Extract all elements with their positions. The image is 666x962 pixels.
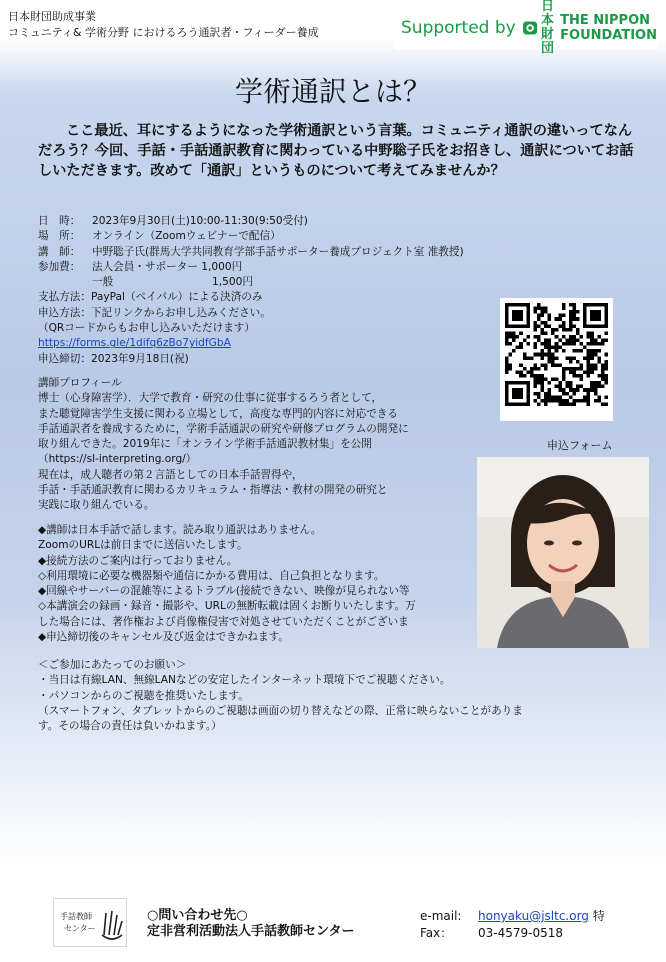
note-item: ◆申込締切後のキャンセル及び返金はできかねます。 [38,631,289,644]
lecturer-row [38,245,508,260]
fee-row [38,260,508,275]
contact-email-link[interactable]: honyaku@jsltc.org [478,909,589,923]
profile-line: 博士（心身障害学）．大学で教育・研究の仕事に従事するろう者として， [38,392,383,405]
deadline-value: 2023年9月18日(祝) [90,352,189,365]
note-item: ◇本講演会の録画・録音・撮影や、URLの無断転載は固くお断りいたします。万 [38,600,416,613]
hand-sign-logo-icon [54,899,126,946]
participation-heading: ＜ご参加にあたってのお願い＞ [38,659,187,671]
fee-general-row [38,275,508,290]
fee-general-value: 1,500円 [212,276,253,289]
note-item: ◆接続方法のご案内は行っておりません。 [38,554,238,567]
date-row [38,214,508,229]
apply-row [38,306,508,321]
profile-line: 現在は，成人聴者の第２言語としての日本手話習得や， [38,468,303,481]
date-label: 日 時： [38,215,81,227]
email-label: e-mail: [420,909,462,923]
contact-block [147,908,354,940]
date-value: 2023年9月30日(土)10:00-11:30(9:50受付) [92,215,308,227]
sponsor-logo-en-line1: THE NIPPON [560,13,650,28]
application-qr-code[interactable] [500,298,613,421]
payment-value: PayPal（ペイパル）による決済のみ [90,291,263,304]
lecturer-profile [38,376,488,514]
deadline-row [38,352,508,367]
participation-line: ・当日は有線LAN、無線LANなどの安定したインターネット環境下でご視聴ください。 [38,674,451,687]
deadline-label: 申込締切： [38,352,91,365]
contact-details [420,908,605,942]
apply-label: 申込方法： [38,306,91,319]
note-item: ◆講師は日本手話で話します。読み取り通訳はありません。 [38,524,322,536]
lecturer-portrait-icon [477,457,649,648]
profile-heading: 講師プロフィール [38,377,122,389]
profile-line: 取り組んできた。2019年に「オンライン学術手話通訳教材集」を公開 [38,438,372,451]
fee-member-value: 法人会員・サポーター 1,000円 [92,260,243,273]
fax-number: 03-4579-0518 [478,926,564,940]
participation-line: ・パソコンからのご視聴を推奨いたします。 [38,689,249,702]
payment-row [38,290,508,305]
lecturer-label: 講 師： [38,245,81,258]
profile-line: 実践に取り組んでいる。 [38,499,155,512]
organization-name: 定非営利活動法人手話教師センター [147,924,355,939]
profile-line: （https://sl-interpreting.org/） [38,453,197,466]
contact-heading: ○問い合わせ先○ [147,908,248,923]
footer-logo-text-line2: センター [64,924,96,933]
qr-note: （QRコードからもお申し込みいただけます） [38,322,255,335]
place-label: 場 所： [38,230,81,243]
lecturer-photo [477,457,649,648]
fee-general-label: 一般 [92,276,114,289]
apply-value: 下記リンクからお申し込みください。 [90,306,271,319]
participation-line: す。その場合の責任は負いかねます。） [38,720,222,733]
sponsor-logo-en-line2: FOUNDATION [560,28,657,43]
qr-code-icon [505,303,608,406]
sponsor-logo-jp: 日本財団 [541,0,555,56]
footer-logo-text-line1: 手話教師 [60,912,92,921]
event-details [38,214,508,367]
participation-requests [38,658,638,734]
qr-caption: 申込フォーム [547,439,613,452]
email-suffix: 特 [592,909,605,923]
note-item: ZoomのURLは前日までに送信いたします。 [38,539,248,552]
fee-label: 参加費： [38,260,81,273]
payment-label: 支払方法： [38,291,91,304]
place-value: オンライン（Zoomウェビナーで配信） [92,230,281,243]
application-form-link[interactable]: https://forms.gle/1difq6zBo7yidfGbA [38,337,231,350]
header-program-line: コミュニティ& 学術分野 におけるろう通訳者・フィーダー養成 [8,26,319,39]
note-item: ◆回線やサーバーの混雑等によるトラブル(接続できない、映像が見られない等 [38,585,410,598]
profile-line: 手話・手話通訳教育に関わるカリキュラム・指導法・教材の開発の研究と [38,484,388,497]
note-item: した場合には、著作権および肖像権侵害で対処させていただくことがございま [38,615,409,628]
profile-line: また聴覚障害学生支援に関わる立場として，高度な専門的内容に対応できる [38,407,398,420]
header-subsidy-line: 日本財団助成事業 [8,10,96,23]
fax-label: Fax： [420,926,453,940]
note-item: ◇利用環境に必要な機器類や通信にかかる費用は、自己負担となります。 [38,569,385,582]
lecturer-value: 中野聡子氏(群馬大学共同教育学部手話サポーター養成プロジェクト室 准教授) [92,245,464,258]
profile-line: 手話通訳者を養成するために，学術手話通訳の研究や研修プログラムの開発に [38,422,409,435]
participation-line: （スマートフォン、タブレットからのご視聴は画面の切り替えなどの際、正常に映らないことがありま [38,704,523,717]
notes-list [38,523,470,645]
nippon-foundation-logo-icon [522,13,539,43]
sponsor-badge [393,0,657,56]
page-title: 学術通訳とは？ [234,75,431,108]
intro-paragraph: ここ最近、耳にするようになった学術通訳という言葉。コミュニティ通訳の違いってなんだろう？今回、手話・手話通訳教育に関わっている中野聡子氏をお招きし、通訳についてお話しいただきます。改めて「通訳」というものについて考えてみませんか？ [38,123,634,179]
sign-language-teacher-center-logo [53,898,127,947]
place-row [38,229,508,244]
sponsor-logo-en [560,13,657,43]
supported-by-label: Supported by [401,18,516,38]
